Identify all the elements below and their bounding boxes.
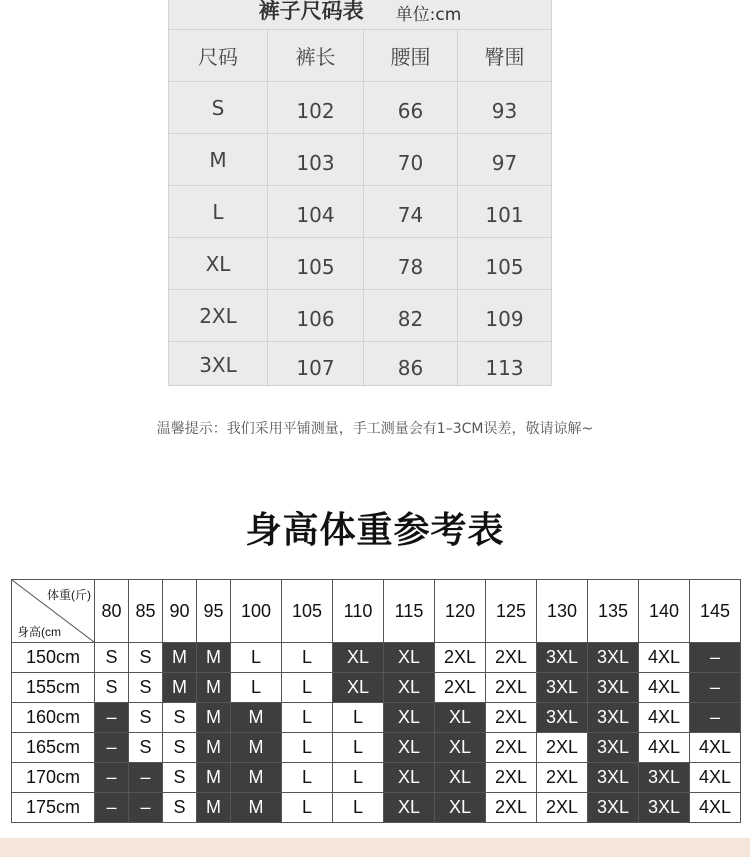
size-recommendation-cell: 4XL [639, 733, 690, 763]
size-recommendation-cell: XL [384, 733, 435, 763]
size-recommendation-cell: M [231, 793, 282, 823]
size-recommendation-cell: 2XL [537, 733, 588, 763]
pants-table-header-row [169, 29, 551, 81]
size-recommendation-cell: L [231, 673, 282, 703]
size-recommendation-cell: 3XL [588, 673, 639, 703]
size-recommendation-cell: L [333, 733, 384, 763]
size-recommendation-cell: XL [333, 643, 384, 673]
size-recommendation-cell: 3XL [639, 763, 690, 793]
measure-cell: 78 [363, 238, 457, 289]
size-recommendation-cell: – [690, 673, 741, 703]
pants-table-row [169, 81, 551, 133]
measure-cell: 109 [457, 290, 551, 341]
size-recommendation-cell: M [197, 763, 231, 793]
pants-table-row [169, 341, 551, 387]
size-recommendation-cell: – [129, 763, 163, 793]
size-recommendation-cell: 2XL [486, 643, 537, 673]
size-recommendation-cell: 3XL [588, 763, 639, 793]
size-recommendation-cell: M [197, 793, 231, 823]
weight-header-cell: 90 [163, 580, 197, 643]
size-recommendation-cell: S [95, 643, 129, 673]
size-recommendation-cell: L [282, 733, 333, 763]
size-recommendation-cell: S [163, 703, 197, 733]
weight-header-cell: 115 [384, 580, 435, 643]
size-recommendation-cell: – [95, 763, 129, 793]
measure-cell: 74 [363, 186, 457, 237]
size-recommendation-cell: 4XL [690, 793, 741, 823]
measure-cell: 101 [457, 186, 551, 237]
size-recommendation-cell: 4XL [690, 733, 741, 763]
size-recommendation-cell: M [231, 703, 282, 733]
size-recommendation-cell: M [197, 703, 231, 733]
weight-header-cell: 85 [129, 580, 163, 643]
size-recommendation-cell: M [231, 733, 282, 763]
size-recommendation-cell: 3XL [537, 643, 588, 673]
size-recommendation-cell: – [95, 733, 129, 763]
weight-header-cell: 95 [197, 580, 231, 643]
corner-height-label: 身高(cm [17, 625, 61, 639]
pants-table-row [169, 237, 551, 289]
measure-cell: 82 [363, 290, 457, 341]
size-recommendation-cell: 3XL [588, 643, 639, 673]
size-recommendation-cell: S [163, 733, 197, 763]
height-row [12, 703, 741, 733]
size-recommendation-cell: 4XL [639, 703, 690, 733]
height-label-cell: 155cm [12, 673, 95, 703]
measure-cell: 86 [363, 342, 457, 387]
size-recommendation-cell: 2XL [486, 673, 537, 703]
height-weight-body [12, 643, 741, 823]
size-recommendation-cell: L [282, 703, 333, 733]
weight-header-cell: 130 [537, 580, 588, 643]
pants-table-title-bar [169, 0, 551, 29]
height-row [12, 793, 741, 823]
measure-cell: 97 [457, 134, 551, 185]
size-recommendation-cell: 2XL [435, 643, 486, 673]
size-recommendation-cell: XL [435, 763, 486, 793]
size-cell: S [211, 95, 225, 120]
size-cell: 3XL [199, 352, 237, 377]
measure-cell: 105 [457, 238, 551, 289]
size-recommendation-cell: S [129, 673, 163, 703]
height-row [12, 643, 741, 673]
height-label-cell: 170cm [12, 763, 95, 793]
pants-table-grid [169, 29, 551, 387]
weight-header-cell: 135 [588, 580, 639, 643]
pants-table-unit: 单位:cm [395, 5, 462, 25]
corner-weight-label: 体重(斤) [47, 588, 91, 602]
size-recommendation-cell: 2XL [537, 763, 588, 793]
size-recommendation-cell: – [129, 793, 163, 823]
pants-table-row [169, 133, 551, 185]
pants-table-body [169, 81, 551, 387]
weight-header-cell: 140 [639, 580, 690, 643]
weight-header-cell: 80 [95, 580, 129, 643]
size-recommendation-cell: XL [384, 673, 435, 703]
weight-header-cell: 110 [333, 580, 384, 643]
header-cell: 腰围 [363, 30, 457, 81]
size-recommendation-cell: XL [384, 643, 435, 673]
size-recommendation-cell: 2XL [486, 763, 537, 793]
size-recommendation-cell: L [282, 643, 333, 673]
size-recommendation-cell: 4XL [639, 643, 690, 673]
height-weight-table [11, 579, 741, 823]
size-recommendation-cell: XL [435, 793, 486, 823]
weight-header-cell: 105 [282, 580, 333, 643]
measure-cell: 105 [267, 238, 363, 289]
weight-header-cell: 125 [486, 580, 537, 643]
size-recommendation-cell: – [95, 793, 129, 823]
size-recommendation-cell: XL [384, 763, 435, 793]
header-cell: 尺码 [198, 45, 238, 69]
pants-table-row [169, 289, 551, 341]
height-row [12, 733, 741, 763]
measurement-tip: 温馨提示：我们采用平铺测量，手工测量会有1–3CM误差，敬请谅解~ [156, 421, 594, 437]
size-recommendation-cell: – [690, 643, 741, 673]
size-recommendation-cell: S [95, 673, 129, 703]
size-recommendation-cell: L [333, 793, 384, 823]
weight-header-row [12, 580, 741, 643]
height-label-cell: 160cm [12, 703, 95, 733]
size-recommendation-cell: L [282, 673, 333, 703]
size-recommendation-cell: 2XL [486, 733, 537, 763]
size-recommendation-cell: L [333, 763, 384, 793]
size-recommendation-cell: XL [333, 673, 384, 703]
bottom-banner [0, 838, 750, 857]
size-cell: M [209, 147, 227, 172]
size-recommendation-cell: 4XL [639, 673, 690, 703]
size-recommendation-cell: 2XL [537, 793, 588, 823]
size-recommendation-cell: XL [435, 703, 486, 733]
size-recommendation-cell: 3XL [537, 703, 588, 733]
height-label-cell: 150cm [12, 643, 95, 673]
size-recommendation-cell: 2XL [435, 673, 486, 703]
size-recommendation-cell: 4XL [690, 763, 741, 793]
size-recommendation-cell: – [690, 703, 741, 733]
pants-size-table [168, 0, 552, 386]
measure-cell: 93 [457, 82, 551, 133]
weight-header-cell: 145 [690, 580, 741, 643]
weight-header-cell: 120 [435, 580, 486, 643]
pants-table-row [169, 185, 551, 237]
size-recommendation-cell: L [333, 703, 384, 733]
size-recommendation-cell: M [163, 643, 197, 673]
measure-cell: 70 [363, 134, 457, 185]
size-recommendation-cell: 3XL [588, 793, 639, 823]
size-recommendation-cell: L [231, 643, 282, 673]
size-cell: L [212, 199, 224, 224]
size-recommendation-cell: 3XL [588, 703, 639, 733]
size-recommendation-cell: M [231, 763, 282, 793]
measure-cell: 102 [267, 82, 363, 133]
size-recommendation-cell: XL [384, 703, 435, 733]
measure-cell: 107 [267, 342, 363, 387]
weight-header-cell: 100 [231, 580, 282, 643]
height-label-cell: 175cm [12, 793, 95, 823]
pants-table-title: 裤子尺码表 [258, 0, 364, 23]
height-label-cell: 165cm [12, 733, 95, 763]
measure-cell: 104 [267, 186, 363, 237]
size-recommendation-cell: S [129, 643, 163, 673]
size-recommendation-cell: 2XL [486, 703, 537, 733]
measure-cell: 113 [457, 342, 551, 387]
height-row [12, 763, 741, 793]
size-recommendation-cell: 3XL [639, 793, 690, 823]
size-recommendation-cell: L [282, 793, 333, 823]
corner-cell [12, 580, 95, 643]
size-recommendation-cell: S [129, 733, 163, 763]
size-recommendation-cell: XL [435, 733, 486, 763]
height-weight-title: 身高体重参考表 [245, 510, 505, 551]
measure-cell: 106 [267, 290, 363, 341]
measure-cell: 103 [267, 134, 363, 185]
size-recommendation-cell: 3XL [588, 733, 639, 763]
header-cell: 裤长 [267, 30, 363, 81]
size-recommendation-cell: S [129, 703, 163, 733]
header-cell: 臀围 [457, 30, 551, 81]
size-recommendation-cell: M [197, 673, 231, 703]
size-cell: XL [205, 251, 231, 276]
size-recommendation-cell: S [163, 763, 197, 793]
size-recommendation-cell: M [197, 733, 231, 763]
height-row [12, 673, 741, 703]
size-recommendation-cell: S [163, 793, 197, 823]
size-recommendation-cell: XL [384, 793, 435, 823]
size-recommendation-cell: – [95, 703, 129, 733]
measure-cell: 66 [363, 82, 457, 133]
size-recommendation-cell: L [282, 763, 333, 793]
size-recommendation-cell: 3XL [537, 673, 588, 703]
size-cell: 2XL [199, 303, 237, 328]
size-recommendation-cell: M [163, 673, 197, 703]
size-recommendation-cell: M [197, 643, 231, 673]
size-recommendation-cell: 2XL [486, 793, 537, 823]
